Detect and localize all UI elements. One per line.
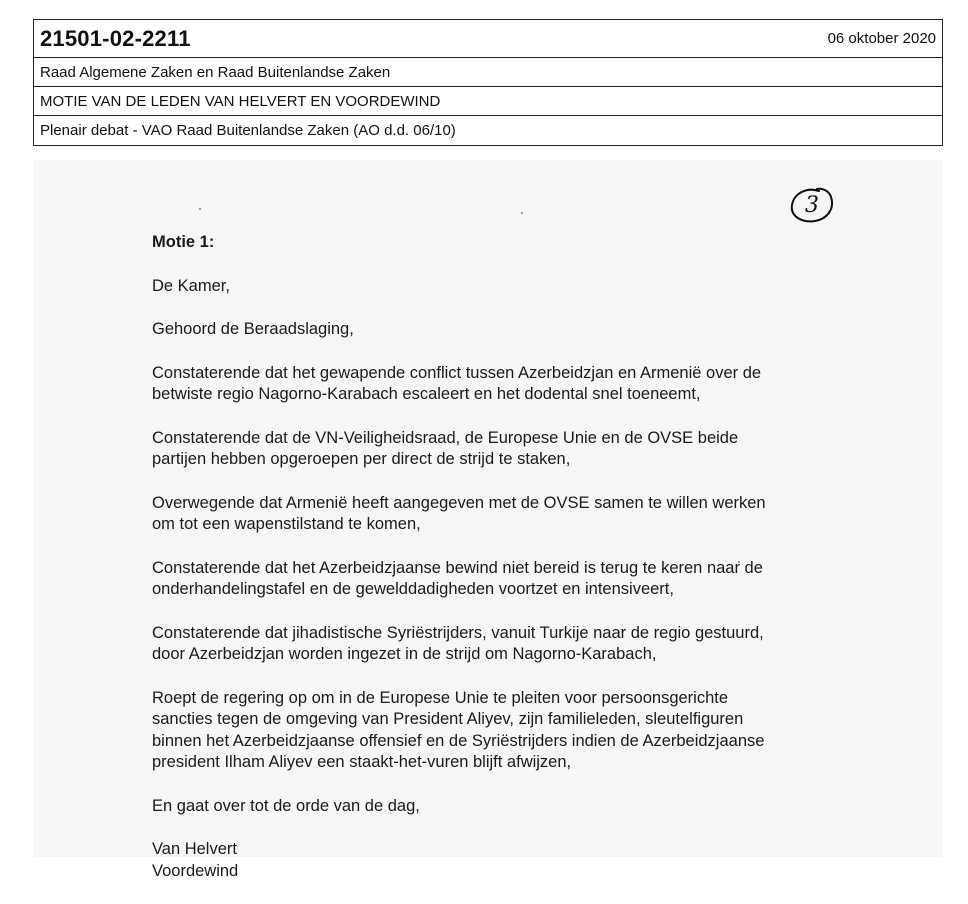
paragraph-line: onderhandelingstafel en de gewelddadigheden voortzet en intensiveert, xyxy=(152,580,674,598)
motion-paragraph xyxy=(152,558,832,601)
paragraph-line: partijen hebben opgeroepen per direct de strijd te staken, xyxy=(152,450,571,468)
call-line: Roept de regering op om in de Europese Unie te pleiten voor persoonsgerichte xyxy=(152,688,729,707)
paragraph-line: Constaterende dat het gewapende conflict tussen Azerbeidzjan en Armenië over de xyxy=(152,363,762,382)
paragraph-line: Constaterende dat jihadistische Syriëstrijders, vanuit Turkije naar de regio gestuurd, xyxy=(152,623,764,642)
document-number: 21501-02-2211 xyxy=(40,25,191,51)
header-row-number xyxy=(34,20,942,58)
motion-salutation: De Kamer, xyxy=(152,276,230,295)
motion-closing: En gaat over tot de orde van de dag, xyxy=(152,796,420,815)
header-row-debate xyxy=(34,116,942,145)
motion-paragraph xyxy=(152,428,832,471)
signer-name: Voordewind xyxy=(152,861,239,880)
header-row-council xyxy=(34,58,942,87)
motion-paragraph xyxy=(152,493,832,536)
call-line: binnen het Azerbeidzjaanse offensief en de Syriëstrijders indien de Azerbeidzjaanse xyxy=(152,731,765,750)
document-date: 06 oktober 2020 xyxy=(827,30,936,47)
document-header xyxy=(33,19,943,146)
motion-body xyxy=(152,232,832,904)
call-line: sancties tegen de omgeving van President Aliyev, zijn familieleden, sleutelfiguren xyxy=(152,710,744,728)
motion-call-to-government xyxy=(152,688,832,774)
motion-by: MOTIE VAN DE LEDEN VAN HELVERT EN VOORDEWIND xyxy=(40,92,441,110)
call-line: president Ilham Aliyev een staakt-het-vuren blijft afwijzen, xyxy=(152,753,572,771)
motion-paragraph xyxy=(152,623,832,666)
paragraph-line: door Azerbeidzjan worden ingezet in de strijd om Nagorno-Karabach, xyxy=(152,645,657,663)
handwritten-number-annotation xyxy=(789,185,835,225)
paragraph-line: Overwegende dat Armenië heeft aangegeven met de OVSE samen te willen werken xyxy=(152,493,766,512)
motion-signers xyxy=(152,839,832,882)
council-name: Raad Algemene Zaken en Raad Buitenlandse Zaken xyxy=(40,63,391,81)
paragraph-line: om tot een wapenstilstand te komen, xyxy=(152,515,421,533)
paragraph-line: betwiste regio Nagorno-Karabach escaleert en het dodental snel toeneemt, xyxy=(152,385,701,403)
motion-title: Motie 1: xyxy=(152,233,215,251)
debate-description: Plenair debat - VAO Raad Buitenlandse Zaken (AO d.d. 06/10) xyxy=(40,122,456,139)
paragraph-line: Constaterende dat de VN-Veiligheidsraad, de Europese Unie en de OVSE beide xyxy=(152,428,739,447)
motion-heard: Gehoord de Beraadslaging, xyxy=(152,320,354,338)
paragraph-line: Constaterende dat het Azerbeidzjaanse bewind niet bereid is terug te keren naar de xyxy=(152,558,763,577)
signer-name: Van Helvert xyxy=(152,840,237,858)
scan-speck xyxy=(199,208,201,210)
header-row-motion-by xyxy=(34,87,942,116)
annotation-number: 3 xyxy=(805,193,819,218)
scan-speck xyxy=(521,212,523,214)
motion-paragraph xyxy=(152,363,832,406)
